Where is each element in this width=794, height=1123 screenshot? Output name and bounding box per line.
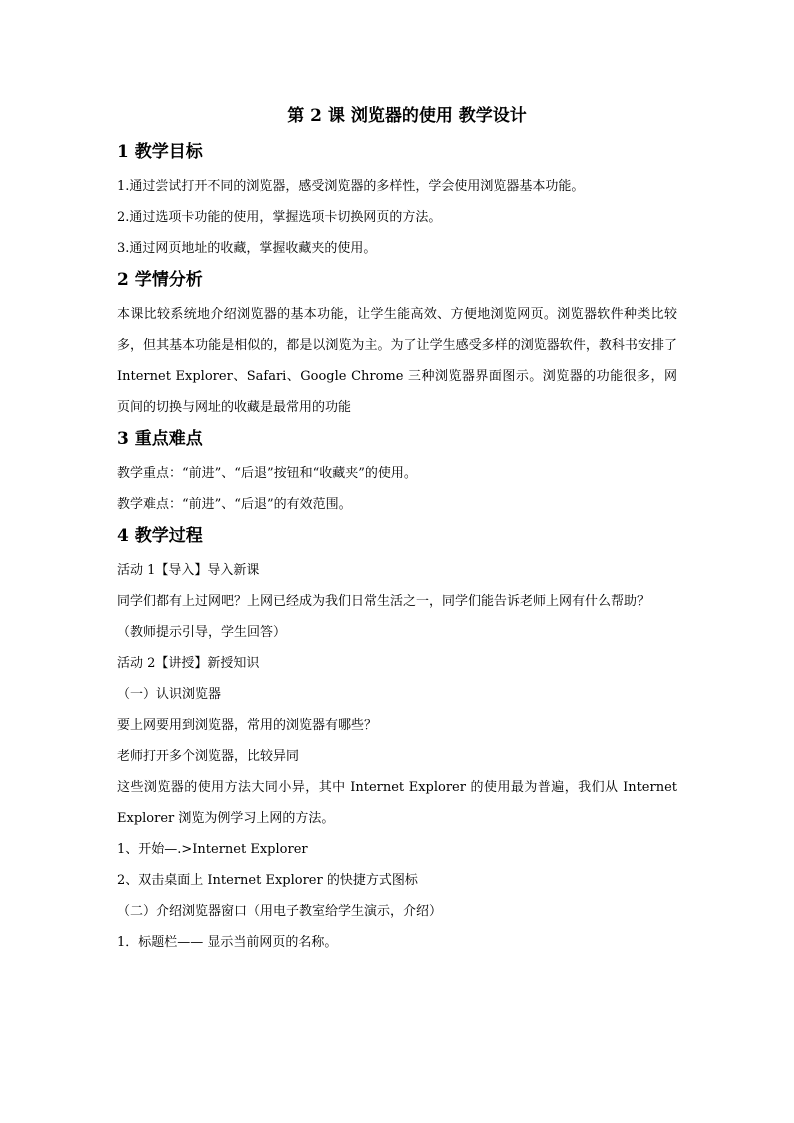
process-title-bar: 1．标题栏—— 显示当前网页的名称。 (117, 935, 338, 950)
process-activity-2: 活动 2【讲授】新授知识 (117, 656, 260, 671)
heading-teaching-process: 4 教学过程 (117, 526, 203, 546)
heading-student-analysis: 2 学情分析 (117, 270, 203, 290)
process-browser-question: 要上网要用到浏览器，常用的浏览器有哪些？ (117, 718, 378, 733)
heading-key-points: 3 重点难点 (117, 429, 203, 449)
process-ie-paragraph: 这些浏览器的使用方法大同小异，其中 Internet Explorer 的使用最为普遍，我们从 Internet Explorer 浏览为例学习上网的方法。 (117, 780, 677, 826)
document-title: 第 2 课 浏览器的使用 教学设计 (287, 106, 527, 126)
process-activity-1: 活动 1【导入】导入新课 (117, 563, 260, 578)
goal-item-2: 2.通过选项卡功能的使用，掌握选项卡切换网页的方法。 (117, 210, 442, 225)
heading-teaching-goals: 1 教学目标 (117, 142, 203, 162)
key-point-focus: 教学重点：“前进”、“后退”按钮和“收藏夹”的使用。 (117, 466, 417, 481)
goal-item-1: 1.通过尝试打开不同的浏览器，感受浏览器的多样性，学会使用浏览器基本功能。 (117, 179, 585, 194)
process-intro-question: 同学们都有上过网吧？上网已经成为我们日常生活之一，同学们能告诉老师上网有什么帮助？ (117, 594, 651, 609)
analysis-paragraph: 本课比较系统地介绍浏览器的基本功能，让学生能高效、方便地浏览网页。浏览器软件种类比较多，但其基本功能是相似的，都是以浏览为主。为了让学生感受多样的浏览器软件，教科书安排了 Internet Explorer、Safari、Google Chrome 三种浏览器界面图示。浏览器的功能很多，网页间的切换与网址的收藏是最常用的功能 (117, 307, 677, 415)
goal-item-3: 3.通过网页地址的收藏，掌握收藏夹的使用。 (117, 241, 377, 256)
process-teacher-hint: （教师提示引导，学生回答） (117, 625, 287, 640)
process-subsection-window: （二）介绍浏览器窗口（用电子教室给学生演示，介绍） (117, 904, 443, 919)
process-step-1: 1、开始—.>Internet Explorer (117, 842, 308, 857)
process-subsection-browser: （一）认识浏览器 (117, 687, 222, 702)
key-point-difficulty: 教学难点：“前进”、“后退”的有效范围。 (117, 497, 352, 512)
process-step-2: 2、双击桌面上 Internet Explorer 的快捷方式图标 (117, 873, 418, 888)
process-teacher-compare: 老师打开多个浏览器，比较异同 (117, 749, 300, 764)
document-page (117, 104, 677, 958)
